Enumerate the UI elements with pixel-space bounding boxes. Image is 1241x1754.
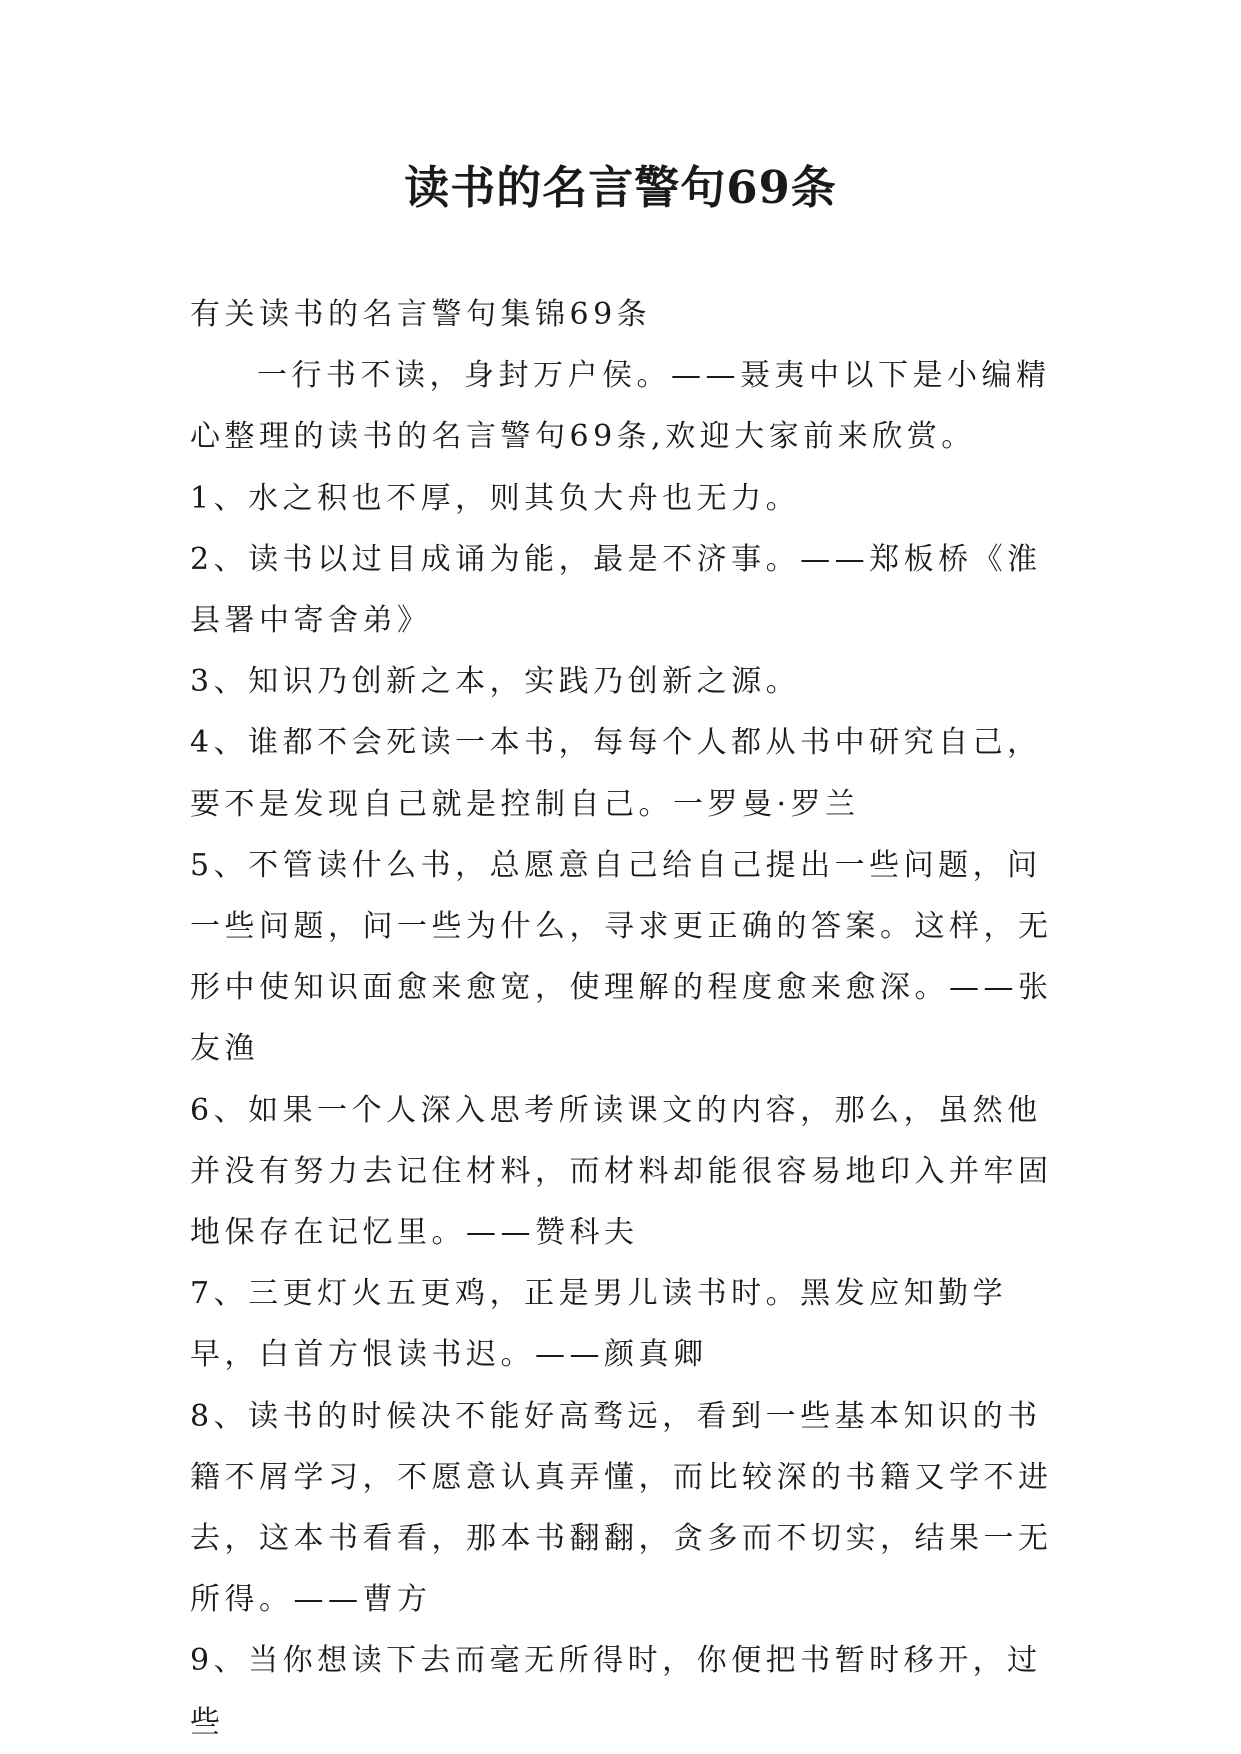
quote-item-2: 2、读书以过目成诵为能，最是不济事。——郑板桥《淮县署中寄舍弟》	[190, 541, 1042, 639]
quote-item-7: 7、三更灯火五更鸡，正是男儿读书时。黑发应知勤学早，白首方恨读书迟。——颜真卿	[190, 1276, 1008, 1373]
quote-item-1: 1、水之积也不厚，则其负大舟也无力。	[190, 480, 801, 516]
quote-item-6: 6、如果一个人深入思考所读课文的内容，那么，虽然他并没有努力去记住材料，而材料却能很容易地印入并牢固地保存在记忆里。——赞科夫	[190, 1092, 1053, 1251]
quote-item-8: 8、读书的时候决不能好高骛远，看到一些基本知识的书籍不屑学习，不愿意认真弄懂，而比较深的书籍又学不进去，这本书看看，那本书翻翻，贪多而不切实，结果一无所得。——曹方	[190, 1398, 1053, 1618]
document-title: 读书的名言警句69条	[404, 161, 837, 214]
document-body	[190, 284, 1070, 1753]
quote-item-3: 3、知识乃创新之本，实践乃创新之源。	[190, 664, 801, 700]
quote-item-4: 4、谁都不会死读一本书，每每个人都从书中研究自己，要不是发现自己就是控制自己。一罗曼·罗兰	[190, 725, 1042, 822]
subtitle-line: 有关读书的名言警句集锦69条	[190, 297, 652, 332]
intro-paragraph: 一行书不读，身封万户侯。——聂夷中以下是小编精心整理的读书的名言警句69条,欢迎大家前来欣赏。	[190, 358, 1051, 455]
quote-item-5: 5、不管读什么书，总愿意自己给自己提出一些问题，问一些问题，问一些为什么，寻求更正确的答案。这样，无形中使知识面愈来愈宽，使理解的程度愈来愈深。——张友渔	[190, 847, 1053, 1067]
quote-item-9: 9、当你想读下去而毫无所得时，你便把书暂时移开，过些	[190, 1643, 1042, 1740]
